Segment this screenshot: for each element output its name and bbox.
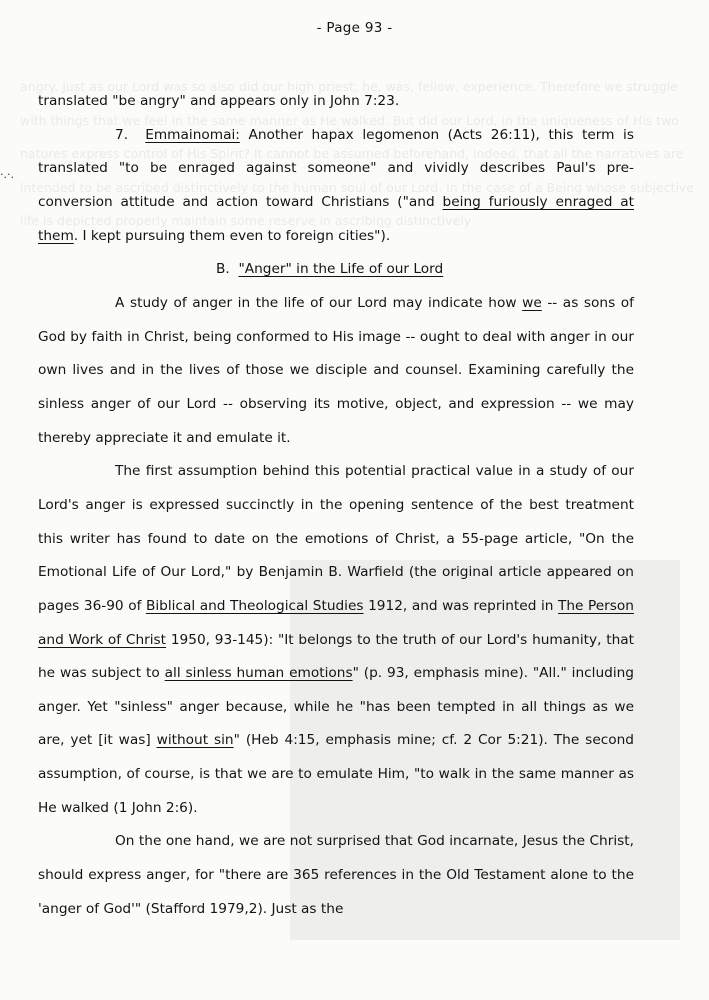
emphasis: all sinless human emotions — [164, 665, 353, 682]
term: Emmainomai: — [145, 126, 240, 143]
section-heading — [38, 253, 634, 287]
paragraph — [38, 287, 634, 455]
section-title: "Anger" in the Life of our Lord — [238, 261, 444, 278]
section-letter: B. — [216, 261, 230, 278]
paragraph-text: 1912, and was reprinted in — [363, 597, 558, 614]
list-number: 7. — [115, 126, 129, 143]
paragraph-text: A study of anger in the life of our Lord may indicate how — [115, 294, 523, 311]
paragraph-text: The first assumption behind this potential practical value in a study of our Lord's anger is expressed succinctly in the opening sentence of the best treatment this writer has found to date on the emotions of Christ, a 55-page article, "On the Emotional Life of Our Lord," by Benjamin B. Warfield (the original article appeared on pages 36-90 of — [38, 463, 634, 614]
paragraph-text: " (p. 93, emphasis mine). "All." including anger. Yet "sinless" anger because, while he "has been tempted in all things as we are, yet [it was] — [38, 665, 634, 749]
paragraph-text: 1950, 93-145): "It belongs to the truth of our Lord's humanity, that he was subject to — [38, 631, 634, 682]
book-title: Biblical and Theological Studies — [145, 597, 364, 614]
paragraph-text: " (Heb 4:15, emphasis mine; cf. 2 Cor 5:21). The second assumption, of course, is that we are to emulate Him, "to walk in the same manner as He walked (1 John 2:6). — [38, 732, 634, 816]
paragraph-text: . I kept pursuing them even to foreign cities"). — [73, 227, 391, 244]
emphasis: being furiously enraged at them — [38, 193, 635, 244]
bleed-through-text: angry. Just as our Lord was so also did our high priest; he, was, fellow, experience. Therefore we struggle with things that we feel in the same manner as He walked. But did our Lord, in the uniqueness of His two natures express control of His Spirit? It cannot be assumed beforehand, indeed, that all the narratives are intended to be ascribed distinctively to the human soul of our Lord. In the case of a Being whose subjective life is depicted properly maintain some reserve in ascribing distinctively — [20, 79, 694, 229]
paragraph — [38, 455, 634, 825]
paragraph-text: translated "be angry" and appears only in John 7:23. — [38, 93, 400, 109]
emphasis: without sin — [156, 732, 234, 749]
paragraph-emmainomai — [38, 119, 634, 254]
paragraph-text: -- as sons of God by faith in Christ, being conformed to His image -- ought to deal with anger in our own lives and in the lives of those we disciple and counsel. Examining carefully the sinless anger of our Lord -- observing its motive, object, and expression -- we may thereby appreciate it and emulate it. — [38, 294, 635, 446]
emphasis: we — [522, 294, 542, 311]
paragraph-text: Another hapax legomenon (Acts 26:11), this term is translated "to be enraged against someone" and vividly describes Paul's pre-conversion attitude and action toward Christians ("and — [38, 126, 634, 210]
paragraph-text: On the one hand, we are not surprised that God incarnate, Jesus the Christ, should express anger, for "there are 365 references in the Old Testament alone to the 'anger of God'" (Stafford 1979,2). Just as the — [38, 833, 634, 917]
paragraph — [38, 85, 634, 119]
paragraph — [38, 825, 634, 926]
margin-mark: ·.·. — [0, 168, 14, 181]
page-number-header: - Page 93 - — [316, 20, 393, 36]
page-content — [38, 85, 634, 926]
book-title: The Person and Work of Christ — [38, 597, 634, 648]
